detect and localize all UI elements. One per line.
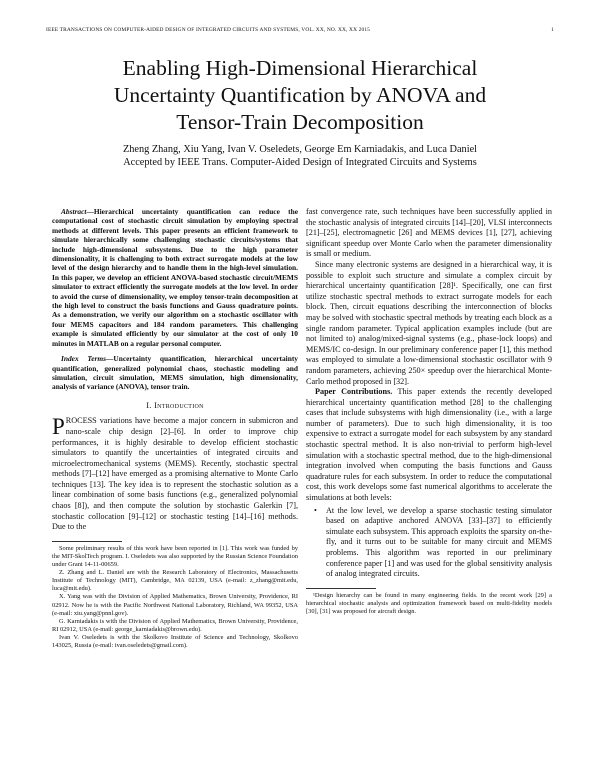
title-line: Uncertainty Quantification by ANOVA and (113, 83, 487, 107)
intro-text: ROCESS variations have become a major concern in submicron and nano-scale chip design [2]–[6]. In order to improve chip performances, it is highly desirable to develop efficient stochastic simulators to quantify the uncertainties of integrated circuits and microelectromechanical systems (MEMS). Recently, stochastic spectral methods [7]–[12] have emerged as a promising alternative to Monte Carlo techniques [13]. The key idea is to represent the stochastic solution as a linear combination of some basis functions (e.g., generalized polynomial chaos [8]), and then compute the solution by stochastic Galerkin [7], stochastic collocation [9]–[12] or stochastic testing [14]–[16] methods. Due to the (52, 416, 298, 532)
footnote: ¹Design hierarchy can be found in many engineering fields. In the recent work [29] a hierarchical stochastic analysis and optimization framework based on multi-fidelity models [30], [31] was proposed for aircraft design. (306, 591, 552, 615)
index-terms (52, 354, 298, 392)
footnote-rule (306, 588, 376, 589)
footnote-rule (52, 541, 122, 542)
body-paragraph: fast convergence rate, such techniques have been successfully applied in the stochastic analysis of integrated circuits [14]–[20], VLSI interconnects [21]–[25], electromagnetic [26] and MEMS devices [1], [27], achieving significant speedup over Monte Carlo when the parameter dimensionality is small or medium. (306, 207, 552, 259)
acceptance-note: Accepted by IEEE Trans. Computer-Aided Design of Integrated Circuits and Systems (123, 157, 477, 168)
section-heading: I. Introduction (146, 400, 204, 410)
footnotes (306, 592, 552, 616)
footnotes (52, 545, 298, 650)
running-header (46, 27, 554, 37)
footnote: X. Yang was with the Division of Applied Mathematics, Brown University, Providence, RI 02912. Now he is with the Pacific Northwest National Laboratory, Richland, WA 99352, USA (e-mail: xiu.yang@pnnl.gov). (52, 593, 298, 617)
left-column (52, 207, 298, 650)
list-item (306, 506, 552, 580)
contributions-text: This paper extends the recently developed hierarchical uncertainty quantification method [28] to the challenging cases that include subsystems with high dimensionality (i.e., with a large number of parameters). Due to such high dimensionality, it is too expensive to extract a surrogate model for each subsystem by any standard stochastic spectral method. It is also non-trivial to perform high-level simulation with a stochastic spectral method, due to the high-dimensional integration involved when computing the basis functions and Gauss quadrature rules for each subsystem. In order to reduce the computational cost, this work develops some fast numerical algorithms to accelerate the simulations at both levels: (306, 387, 553, 503)
bullet-icon: • (314, 505, 317, 515)
abstract-text: —Hierarchical uncertainty quantification can reduce the computational cost of stochastic circuit simulation by employing spectral methods at different levels. This paper presents an efficient framework to simulate hierarchically some challenging stochastic circuits/systems that include high-dimensional subsystems. Due to the high parameter dimensionality, it is challenging to both extract surrogate models at the low level of the design hierarchy and to handle them in the high-level simulation. In this paper, we develop an efficient ANOVA-based stochastic circuit/MEMS simulator to extract efficiently the surrogate models at the low level. In order to avoid the curse of dimensionality, we employ tensor-train decomposition at the high level to construct the basis functions and Gauss quadrature points. As a demonstration, we verify our algorithm on a stochastic oscillator with four MEMS capacitors and 184 random parameters. This challenging example is simulated efficiently by our simulator at the cost of only 10 minutes in MATLAB on a regular personal computer. (52, 207, 298, 348)
abstract (52, 207, 298, 348)
title-line: Tensor-Train Decomposition (176, 110, 424, 134)
body-paragraph: Since many electronic systems are designed in a hierarchical way, it is possible to exploit such structure and simulate a complex circuit by hierarchical uncertainty quantification [28]¹. Specifically, one can first utilize stochastic spectral methods to extract surrogate models for each block. Then, circuit equations describing the interconnection of blocks may be solved with stochastic spectral methods by treating each block as a single random parameter. Typical application examples include (but are not limited to) analog/mixed-signal systems (e.g., phase-lock loops) and MEMS/IC co-design. In our preliminary conference paper [1], this method was employed to simulate a low-dimensional stochastic oscillator with 9 random parameters, achieving 250× speedup over the hierarchical Monte-Carlo method proposed in [32]. (306, 259, 552, 386)
abstract-label: Abstract (61, 207, 87, 216)
page-number: 1 (551, 27, 554, 33)
contributions-paragraph (306, 387, 552, 504)
title-line: Enabling High-Dimensional Hierarchical (122, 56, 478, 80)
author-list: Zheng Zhang, Xiu Yang, Ivan V. Oseledets, George Em Karniadakis, and Luca Daniel (122, 144, 477, 155)
list-item-text: At the low level, we develop a sparse stochastic testing simulator based on adaptive anchored ANOVA [33]–[37] to efficiently simulate each subsystem. This approach exploits the sparsity on-the-fly, and it turns out to be suitable for many circuit and MEMS problems. This algorithm was reported in our preliminary conference paper [1] and was used for the global sensitivity analysis of analog integrated circuits. (326, 505, 552, 579)
index-terms-label: Index Terms (61, 354, 106, 364)
author-block (40, 143, 560, 169)
intro-paragraph (52, 416, 298, 533)
contributions-label: Paper Contributions. (315, 387, 393, 397)
drop-cap: P (52, 414, 65, 440)
footnote: Ivan V. Oseledets is with the Skolkovo Institute of Science and Technology, Skolkovo 143025, Russia (e-mail: ivan.oseledets@gmail.com). (52, 633, 298, 649)
contribution-list (306, 506, 552, 580)
index-terms-text: —Uncertainty quantification, hierarchical uncertainty quantification, generalized polynomial chaos, stochastic modeling and simulation, circuit simulation, MEMS simulation, high dimensionality, analysis of variance (ANOVA), tensor train. (52, 354, 299, 392)
footnote: Some preliminary results of this work have been reported in [1]. This work was funded by the MIT-SkolTech program. I. Oseledets was also supported by the Russian Science Foundation under Grant 14-11-00659. (52, 544, 298, 569)
footnote: Z. Zhang and L. Daniel are with the Research Laboratory of Electronics, Massachusetts Institute of Technology (MIT), Cambridge, MA 02139, USA (e-mail: z_zhang@mit.edu, luca@mit.edu). (52, 569, 298, 593)
footnote: G. Karniadakis is with the Division of Applied Mathematics, Brown University, Providence, RI 02912, USA (e-mail: george_karniadakis@brown.edu). (52, 617, 298, 633)
journal-name: IEEE TRANSACTIONS ON COMPUTER-AIDED DESIGN OF INTEGRATED CIRCUITS AND SYSTEMS, VOL. XX, NO. XX, XX 2015 (46, 27, 371, 33)
right-column (306, 207, 552, 616)
paper-title (40, 55, 560, 136)
